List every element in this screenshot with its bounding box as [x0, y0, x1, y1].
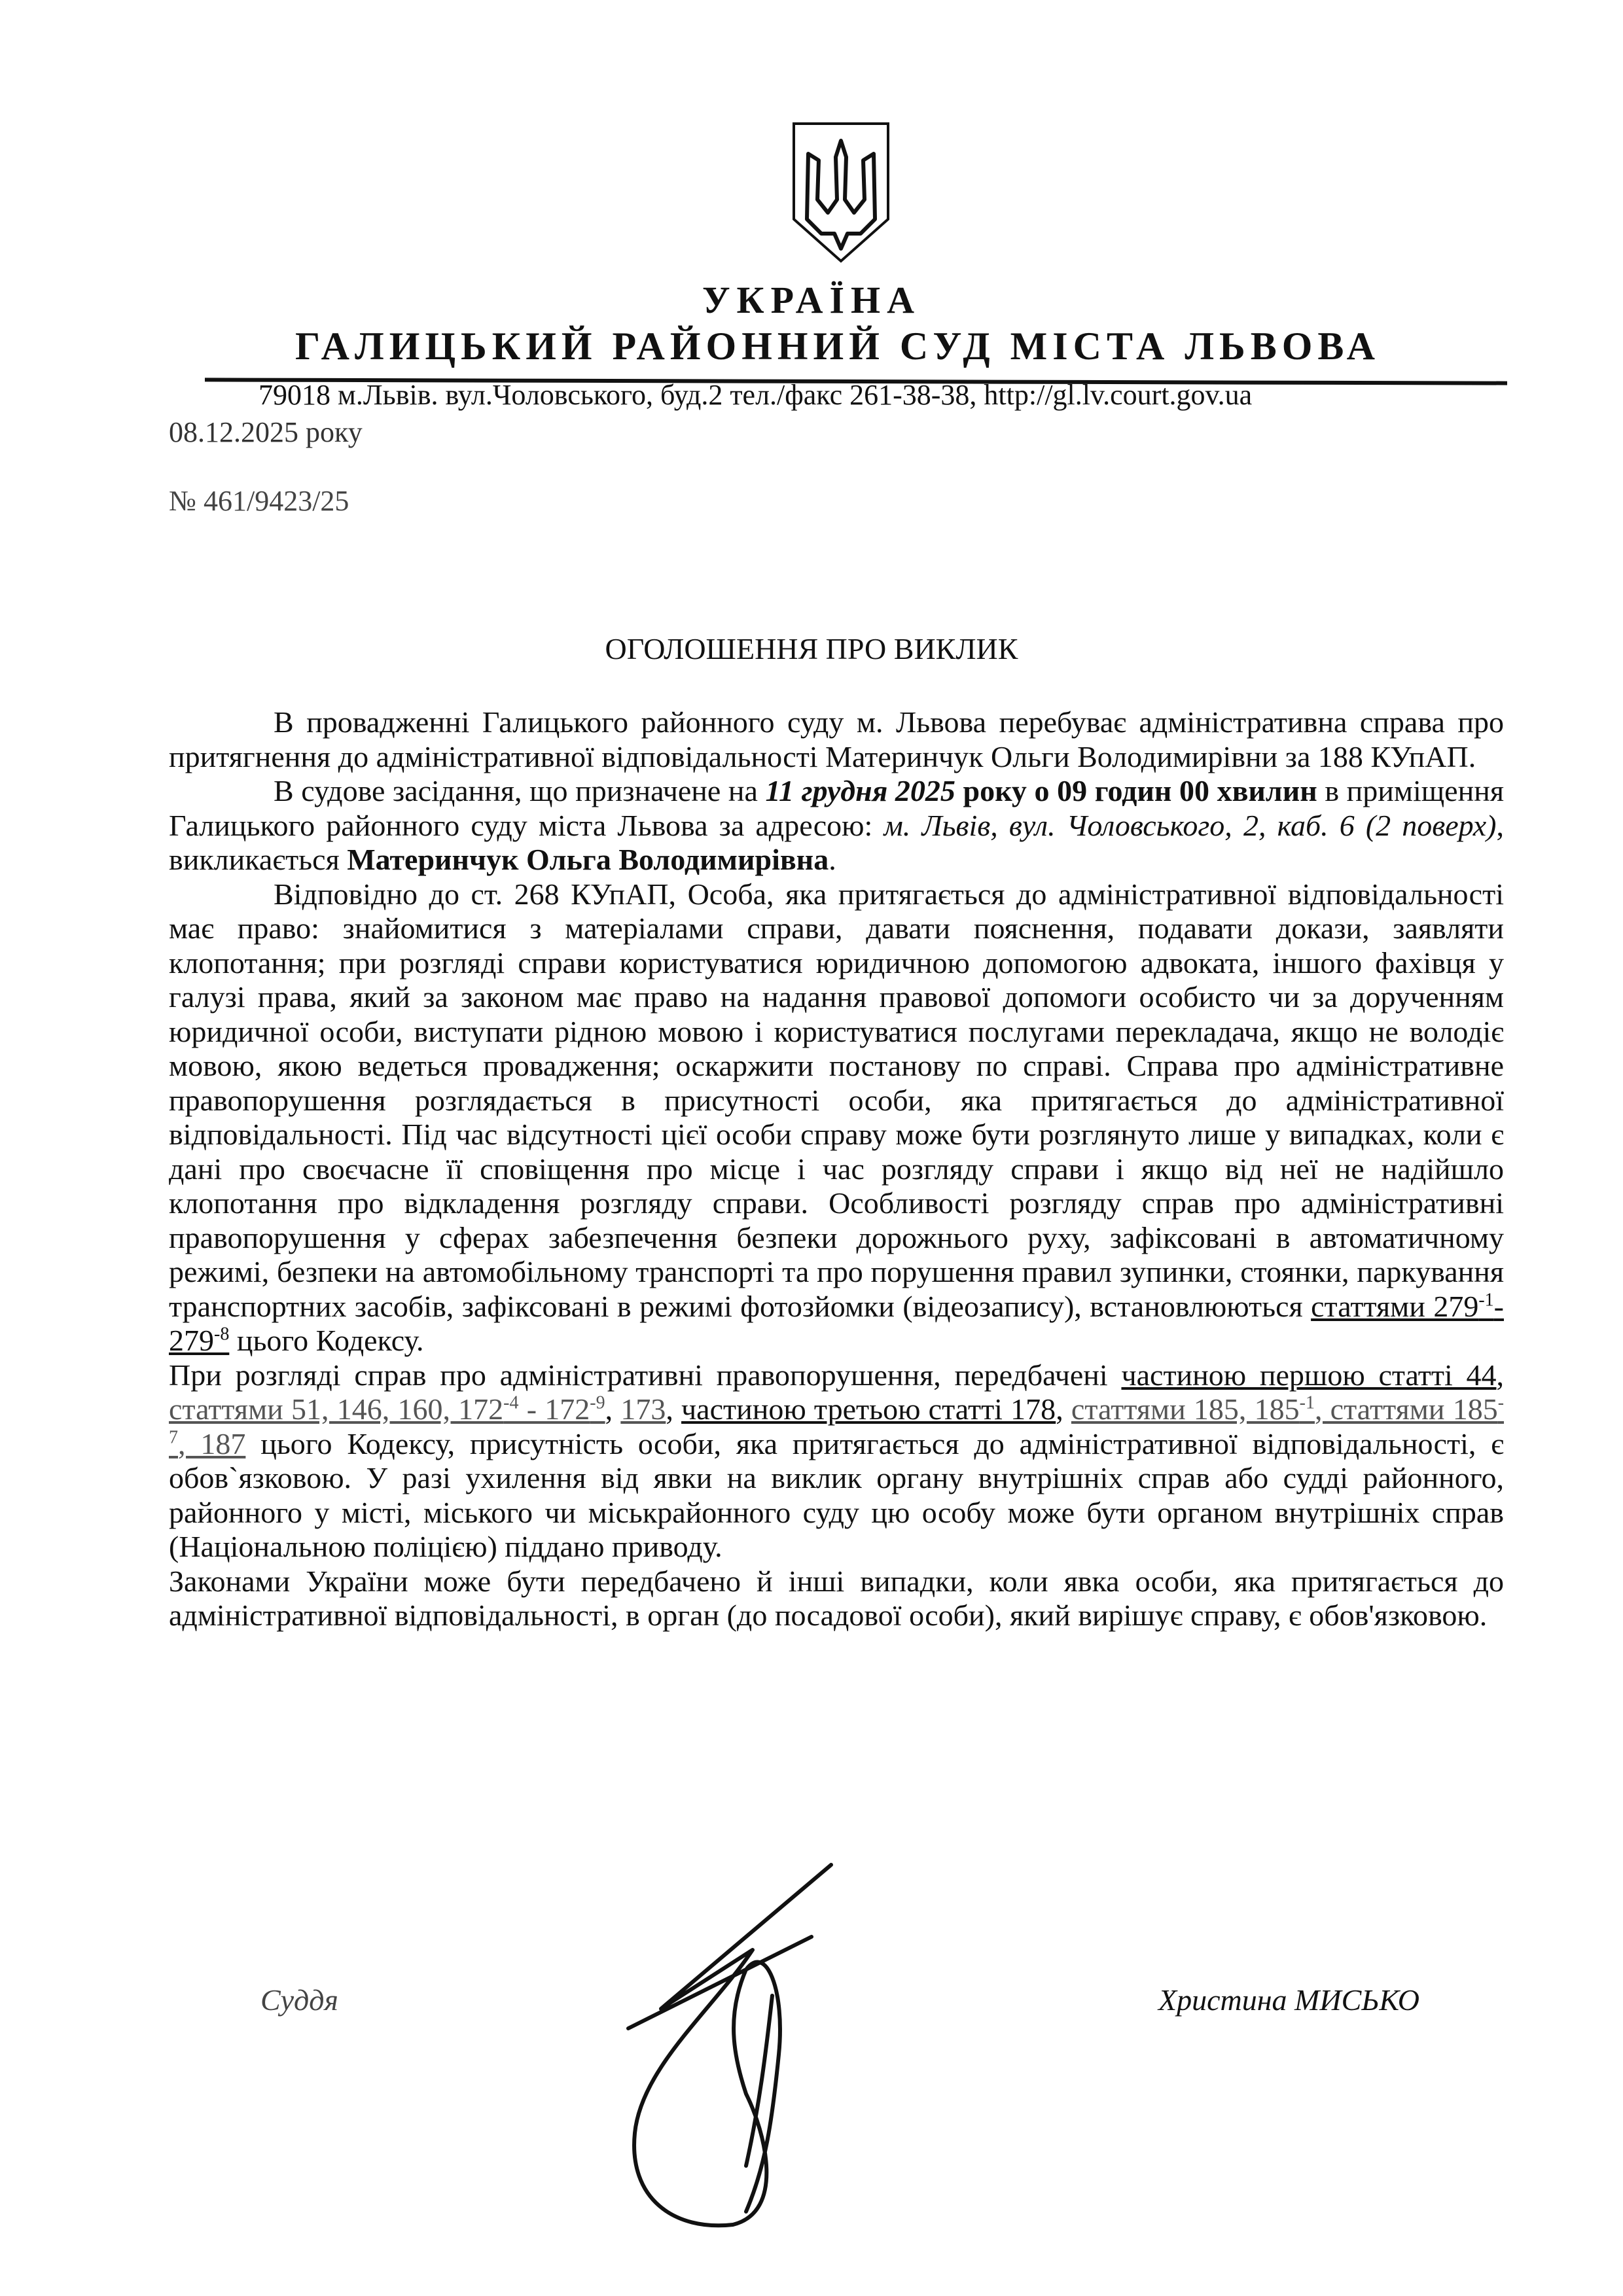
superscript: -7: [169, 1392, 1505, 1448]
case-number: № 461/9423/25: [169, 485, 349, 517]
coat-of-arms-trident-icon: [789, 121, 893, 265]
paragraph-hearing: [169, 774, 1504, 877]
text: ,: [666, 1392, 682, 1426]
text: ,: [605, 1392, 621, 1426]
link-text: , статтями 185: [1314, 1392, 1498, 1426]
text: , викликається: [169, 808, 1505, 876]
law-reference-link[interactable]: частиною першою статті 44: [1121, 1358, 1497, 1392]
law-reference-link[interactable]: частиною третьою статті 178: [681, 1392, 1056, 1426]
link-text: - 172: [518, 1392, 590, 1426]
hearing-address: м. Львів, вул. Чоловського, 2, каб. 6 (2 поверх): [883, 808, 1497, 842]
superscript: -4: [503, 1392, 519, 1413]
text: в приміщення Галицького районного суду міста Львова за адресою:: [169, 774, 1504, 842]
superscript: -8: [214, 1324, 230, 1345]
link-text: статтями 51, 146, 160, 172: [169, 1392, 504, 1426]
text: .: [829, 843, 836, 876]
text: В судове засідання, що призначене на: [274, 774, 766, 807]
document-date: 08.12.2025 року: [169, 416, 363, 448]
law-reference-link[interactable]: [169, 1392, 605, 1426]
judge-label: Суддя: [260, 1983, 338, 2017]
paragraph-mandatory-presence: [169, 1358, 1504, 1564]
text: цього Кодексу, присутність особи, яка притягається до адміністративної відповідальності, є обов`язковою. У разі ухилення від явки на виклик органу внутрішніх справ або судді районного, районного у місті, міського чи міськрайонного суду цю особу може бути органом внутрішніх справ (Національною поліцією) піддано приводу.: [169, 1426, 1505, 1563]
paragraph-other-cases: Законами України може бути передбачено й інші випадки, коли явка особи, яка притягається до адміністративної відповідальності, в орган (до посадової особи), який вирішує справу, є обов'язковою.: [169, 1564, 1504, 1632]
link-text: статтями 279: [1311, 1289, 1479, 1323]
summoned-person: Материнчук Ольга Володимирівна: [347, 843, 829, 876]
judge-name: Христина МИСЬКО: [1158, 1983, 1420, 2017]
text: Відповідно до ст. 268 КУпАП, Особа, яка притягається до адміністративної відповідальності має право: знайомитися з матеріалами справи, давати пояснення, подавати докази, заявляти клопотання; при розгляді справи користуватися юридичною допомогою адвоката, іншого фахівця у галузі права, який за законом має право на надання правової допомоги особисто чи за дорученням юридичної особи, виступати рідною мовою і користуватися послугами перекладача, якщо не володіє мовою, якою ведеться провадження; оскаржити постанову по справі. Справа про адміністративне правопорушення розглядається в присутності особи, яка притягається до адміністративної відповідальності. Під час відсутності цієї особи справу може бути розглянуто лише у випадках, коли є дані про своєчасне її сповіщення про місце і час розгляду справи і якщо від неї не надійшло клопотання про відкладення розгляду справи. Особливості розгляду справ про адміністративні правопорушення у сферах забезпечення безпеки дорожнього руху, зафіксовані в автоматичному режимі, безпеки на автомобільному транспорті та про порушення правил зупинки, стоянки, паркування транспортних засобів, зафіксовані в режимі фотозйомки (відеозапису), встановлюються: [169, 877, 1504, 1323]
superscript: -1: [1478, 1290, 1494, 1311]
link-text: -279: [169, 1289, 1504, 1357]
law-reference-link[interactable]: 173: [620, 1392, 666, 1426]
link-text: , 187: [178, 1426, 246, 1460]
court-address: 79018 м.Львів. вул.Чоловського, буд.2 тел./факс 261-38-38, http://gl.lv.court.gov.ua: [259, 379, 1253, 411]
document-body: [169, 705, 1504, 1633]
text: ,: [1496, 1358, 1504, 1392]
country-heading: УКРАЇНА: [702, 279, 921, 321]
text: ,: [1056, 1392, 1071, 1426]
handwritten-signature: [615, 1858, 864, 2238]
text: При розгляді справ про адміністративні правопорушення, передбачені: [169, 1358, 1122, 1392]
text: цього Кодексу.: [229, 1324, 424, 1357]
hearing-time: року о 09 годин 00 хвилин: [955, 774, 1317, 807]
hearing-date: 11 грудня 2025: [765, 774, 955, 807]
document-title: ОГОЛОШЕННЯ ПРО ВИКЛИК: [605, 632, 1018, 665]
paragraph-case-info: В провадженні Галицького районного суду м. Львова перебуває адміністративна справа про притягнення до адміністративної відповідальності Материнчук Ольги Володимирівни за 188 КУпАП.: [169, 705, 1504, 773]
paragraph-rights: [169, 877, 1504, 1358]
superscript: -9: [590, 1392, 605, 1413]
court-name-heading: ГАЛИЦЬКИЙ РАЙОННИЙ СУД МІСТА ЛЬВОВА: [295, 325, 1380, 368]
superscript: -1: [1299, 1392, 1315, 1413]
link-text: статтями 185, 185: [1071, 1392, 1300, 1426]
